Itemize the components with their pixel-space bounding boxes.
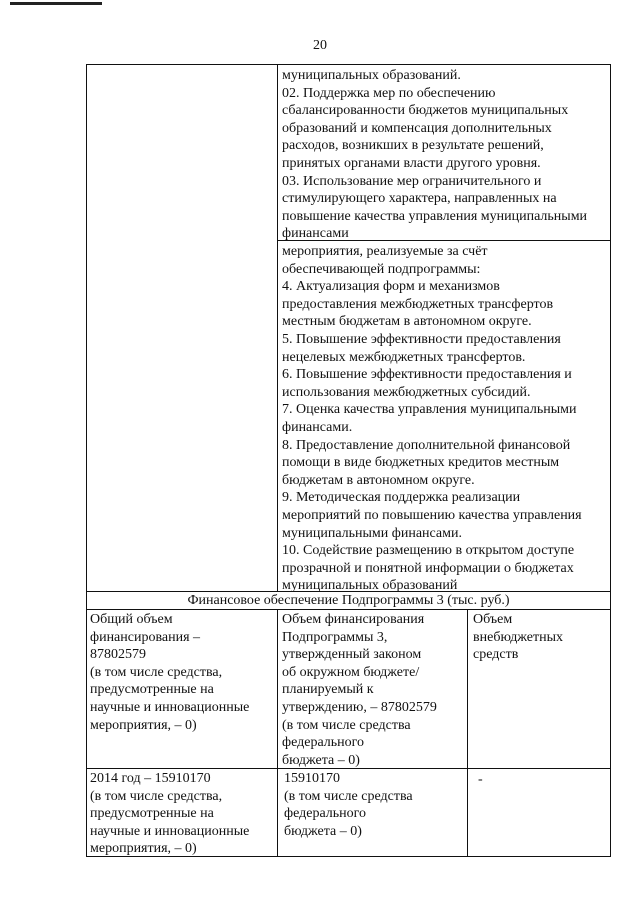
year-2014-extrabudgetary-value: - — [478, 772, 483, 787]
text-line: бюджета – 0) — [282, 752, 360, 768]
text-line: 6. Повышение эффективности предоставления и — [282, 367, 572, 383]
total-volume-cell — [86, 609, 277, 768]
text-line: 9. Методическая поддержка реализации — [282, 490, 521, 506]
text-line: 2014 год – 15910170 — [90, 771, 211, 786]
text-line: 03. Использование мер ограничительного и — [282, 173, 542, 189]
text-line: научные и инновационные — [90, 699, 250, 715]
text-line: 4. Актуализация форм и механизмов — [282, 279, 500, 295]
program-volume-cell — [277, 609, 467, 768]
text-line: финансами. — [282, 419, 353, 435]
extrabudgetary-text — [473, 611, 610, 664]
text-line: муниципальных образований — [282, 578, 458, 594]
year-2014-total-cell — [86, 768, 277, 857]
text-line: федерального — [284, 806, 367, 822]
text-line: Общий объем — [90, 612, 173, 627]
extrabudgetary-cell — [467, 609, 611, 768]
year-2014-program-text — [284, 770, 467, 840]
text-line: образований и компенсация дополнительных — [282, 120, 552, 136]
text-line: предоставления межбюджетных трансфертов — [282, 296, 554, 312]
text-line: (в том числе средства, — [90, 664, 223, 680]
text-line: прозрачной и понятной информации о бюджетах — [282, 560, 574, 576]
measures-list-b — [282, 243, 610, 595]
text-line: научные и инновационные — [90, 823, 250, 839]
text-line: 15910170 — [284, 771, 340, 786]
text-line: сбалансированности бюджетов муниципальных — [282, 103, 569, 119]
year-2014-program-cell — [277, 768, 467, 857]
text-line: мероприятия, – 0) — [90, 841, 197, 857]
text-line: 5. Повышение эффективности предоставления — [282, 331, 561, 347]
text-line: муниципальных образований. — [282, 68, 461, 83]
finance-title: Финансовое обеспечение Подпрограммы 3 (тыс. руб.) — [187, 593, 510, 608]
text-line: утверждению, – 87802579 — [282, 699, 437, 715]
text-line: Подпрограммы 3, — [282, 629, 388, 645]
measures-cell-continued — [277, 64, 611, 240]
text-line: мероприятия, – 0) — [90, 717, 197, 733]
text-line: финансирования – — [90, 629, 201, 645]
text-line: 02. Поддержка мер по обеспечению — [282, 85, 496, 101]
text-line: повышение качества управления муниципальными — [282, 208, 588, 224]
text-line: мероприятия, реализуемые за счёт — [282, 244, 488, 259]
text-line: предусмотренные на — [90, 806, 214, 822]
total-volume-text — [90, 611, 277, 734]
text-line: мероприятий по повышению качества управления — [282, 507, 582, 523]
text-line: бюджетам в автономном округе. — [282, 472, 475, 488]
finance-title-row — [86, 591, 611, 609]
measures-list-a — [282, 67, 610, 243]
text-line: 7. Оценка качества управления муниципальными — [282, 402, 577, 418]
text-line: муниципальными финансами. — [282, 525, 462, 541]
text-line: использования межбюджетных субсидий. — [282, 384, 531, 400]
text-line: утвержденный законом — [282, 647, 422, 663]
text-line: финансами — [282, 226, 349, 242]
text-line: 8. Предоставление дополнительной финансовой — [282, 437, 571, 453]
text-line: средств — [473, 647, 519, 663]
text-line: федерального — [282, 735, 365, 751]
text-line: 10. Содействие размещению в открытом доступе — [282, 543, 575, 559]
text-line: об окружном бюджете/ — [282, 664, 420, 680]
text-line: расходов, возникших в результате решений, — [282, 138, 544, 154]
text-line: обеспечивающей подпрограммы: — [282, 261, 481, 277]
text-line: предусмотренные на — [90, 682, 214, 698]
page-number: 20 — [313, 38, 327, 53]
text-line: Объем финансирования — [282, 612, 425, 627]
text-line: стимулирующего характера, направленных на — [282, 191, 557, 207]
text-line: (в том числе средства — [282, 717, 411, 733]
text-line: местным бюджетам в автономном округе. — [282, 314, 532, 330]
text-line: нецелевых межбюджетных трансфертов. — [282, 349, 526, 365]
empty-left-cell — [86, 64, 277, 591]
text-line: Объем — [473, 612, 513, 627]
text-line: помощи в виде бюджетных кредитов местным — [282, 455, 560, 471]
text-line: (в том числе средства, — [90, 788, 223, 804]
top-rule — [10, 2, 102, 5]
text-line: бюджета – 0) — [284, 823, 362, 839]
text-line: планируемый к — [282, 682, 374, 698]
text-line: 87802579 — [90, 647, 146, 663]
year-2014-total-text — [90, 770, 277, 858]
text-line: принятых органами власти другого уровня. — [282, 155, 541, 171]
text-line: внебюджетных — [473, 629, 564, 645]
text-line: (в том числе средства — [284, 788, 413, 804]
program-volume-text — [282, 611, 467, 769]
year-2014-extrabudgetary-cell — [467, 768, 611, 857]
support-measures-cell — [277, 240, 611, 594]
